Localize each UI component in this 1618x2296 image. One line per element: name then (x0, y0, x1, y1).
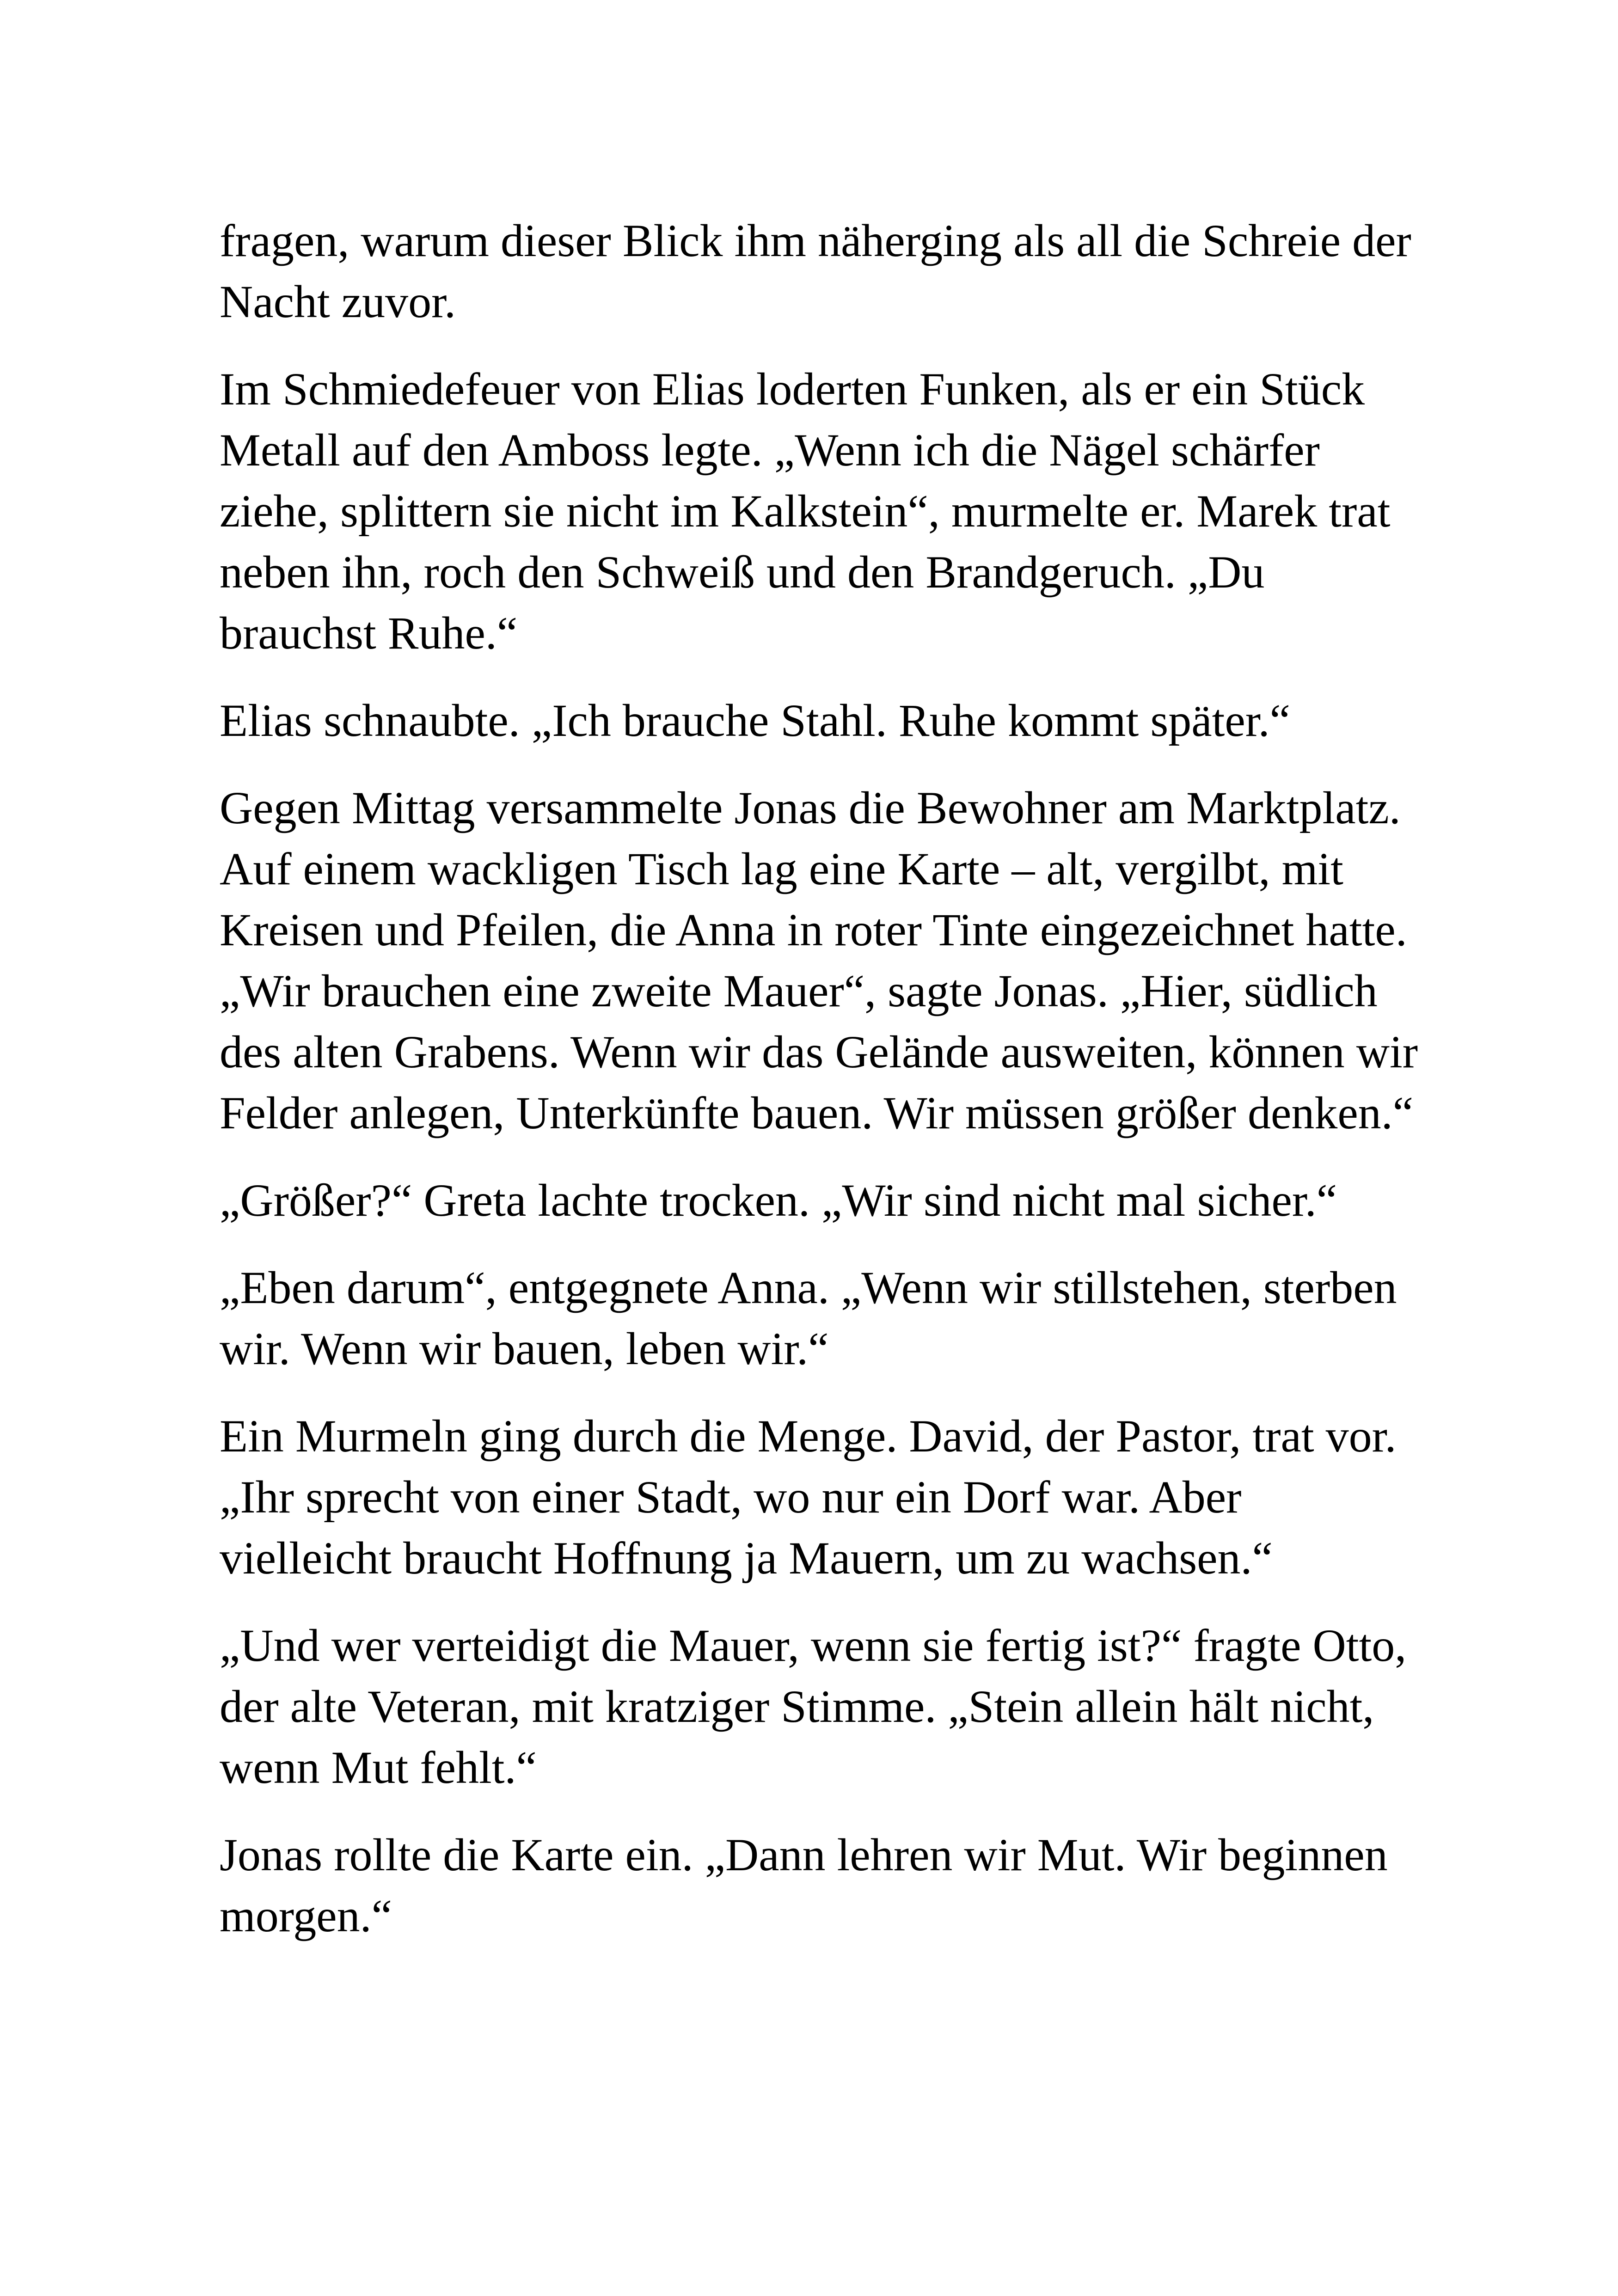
paragraph: Jonas rollte die Karte ein. „Dann lehren wir Mut. Wir beginnen morgen.“ (220, 1829, 1388, 1941)
paragraph: „Eben darum“, entgegnete Anna. „Wenn wir stillstehen, sterben wir. Wenn wir bauen, leben wir.“ (220, 1262, 1397, 1374)
body-text (220, 210, 1422, 1973)
paragraph: „Größer?“ Greta lachte trocken. „Wir sind nicht mal sicher.“ (220, 1175, 1337, 1226)
paragraph: Im Schmiedefeuer von Elias loderten Funken, als er ein Stück Metall auf den Amboss legte. „Wenn ich die Nägel schärfer ziehe, splittern sie nicht im Kalkstein“, murmelte er. Marek trat neben ihn, roch den Schweiß und den Brandgeruch. „Du brauchst Ruhe.“ (220, 363, 1391, 659)
paragraph: Gegen Mittag versammelte Jonas die Bewohner am Marktplatz. Auf einem wackligen Tisch lag eine Karte – alt, vergilbt, mit Kreisen und Pfeilen, die Anna in roter Tinte eingezeichnet hatte. „Wir brauchen eine zweite Mauer“, sagte Jonas. „Hier, südlich des alten Grabens. Wenn wir das Gelände ausweiten, können wir Felder anlegen, Unterkünfte bauen. Wir müssen größer denken.“ (220, 782, 1418, 1139)
paragraph: „Und wer verteidigt die Mauer, wenn sie fertig ist?“ fragte Otto, der alte Veteran, mit kratziger Stimme. „Stein allein hält nicht, wenn Mut fehlt.“ (220, 1620, 1407, 1793)
paragraph: Elias schnaubte. „Ich brauche Stahl. Ruhe kommt später.“ (220, 695, 1290, 746)
paragraph: Ein Murmeln ging durch die Menge. David, der Pastor, trat vor. „Ihr sprecht von einer Stadt, wo nur ein Dorf war. Aber vielleicht braucht Hoffnung ja Mauern, um zu wachsen.“ (220, 1410, 1397, 1584)
paragraph: fragen, warum dieser Blick ihm näherging als all die Schreie der Nacht zuvor. (220, 215, 1411, 327)
